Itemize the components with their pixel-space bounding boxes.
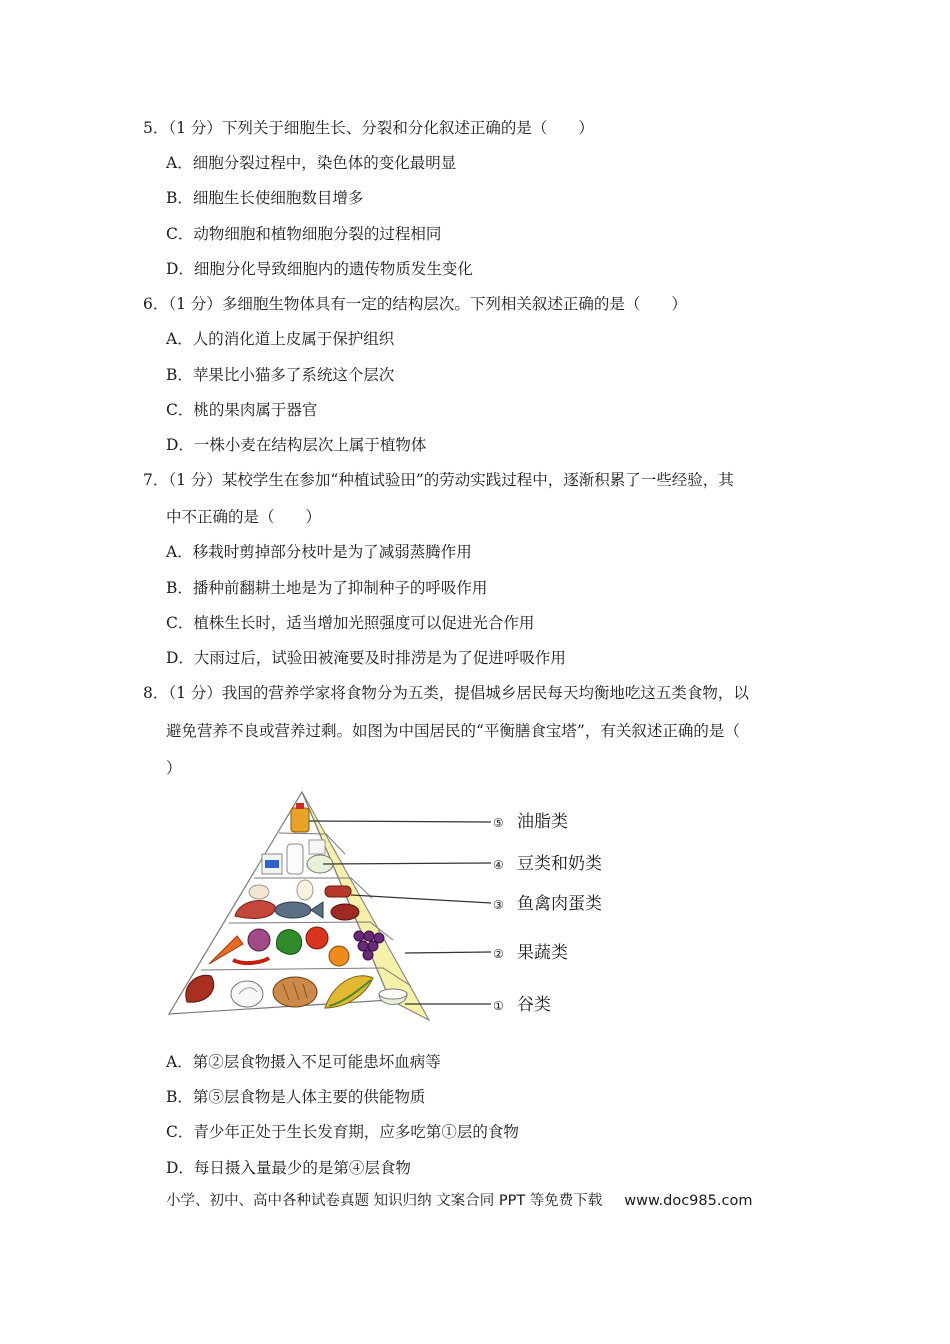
steamed-bun-icon: [231, 981, 263, 1007]
level-4-mark: ④: [493, 858, 504, 872]
bread-icon: [273, 977, 317, 1007]
egg-icon: [297, 880, 313, 900]
level-4-text: 豆类和奶类: [517, 854, 602, 874]
q7-stem-line2: 中不正确的是（ ）: [166, 508, 322, 526]
q5-option-a[interactable]: A．细胞分裂过程中，染色体的变化最明显: [166, 154, 457, 172]
q5-option-b[interactable]: B．细胞生长使细胞数目增多: [166, 189, 364, 207]
q8-option-a[interactable]: A．第②层食物摄入不足可能患坏血病等: [166, 1053, 441, 1071]
q6-option-a[interactable]: A．人的消化道上皮属于保护组织: [166, 330, 395, 348]
footer-text: 小学、初中、高中各种试卷真题 知识归纳 文案合同 PPT 等免费下载: [166, 1193, 603, 1209]
q8-option-d[interactable]: D．每日摄入量最少的是第④层食物: [166, 1159, 411, 1177]
q5-stem: 5．（1 分）下列关于细胞生长、分裂和分化叙述正确的是（ ）: [143, 119, 594, 137]
rice-bowl-icon: [379, 989, 407, 1005]
pepper-icon: [277, 930, 302, 955]
q6-option-b[interactable]: B．苹果比小猫多了系统这个层次: [166, 366, 395, 384]
level-3-mark: ③: [493, 898, 504, 912]
q7-option-a[interactable]: A．移栽时剪掉部分枝叶是为了减弱蒸腾作用: [166, 543, 472, 561]
q5-option-c[interactable]: C．动物细胞和植物细胞分裂的过程相同: [166, 225, 442, 243]
level-4-label: [493, 854, 602, 874]
level-5-mark: ⑤: [493, 816, 504, 830]
q7-option-c[interactable]: C．植株生长时，适当增加光照强度可以促进光合作用: [166, 614, 535, 632]
q8-option-c[interactable]: C．青少年正处于生长发育期，应多吃第①层的食物: [166, 1123, 519, 1141]
level-1-label: [493, 995, 551, 1015]
q6-option-c[interactable]: C．桃的果肉属于器官: [166, 401, 318, 419]
q7-stem-line1: 7．（1 分）某校学生在参加“种植试验田”的劳动实践过程中，逐渐积累了一些经验，其: [143, 471, 734, 489]
q8-stem-line2: 避免营养不良或营养过剩。如图为中国居民的“平衡膳食宝塔”，有关叙述正确的是（: [166, 722, 740, 740]
level-2-label: [493, 943, 568, 963]
level-3-text: 鱼禽肉蛋类: [517, 894, 602, 914]
q6-option-d[interactable]: D．一株小麦在结构层次上属于植物体: [166, 436, 427, 454]
q7-option-b[interactable]: B．播种前翻耕土地是为了抑制种子的呼吸作用: [166, 579, 488, 597]
tomato-icon: [306, 927, 328, 949]
level-5-label: [493, 812, 568, 832]
q8-stem-line3: ）: [166, 759, 182, 777]
level-3-label: [493, 894, 602, 914]
level-5-text: 油脂类: [517, 812, 568, 832]
level-2-text: 果蔬类: [517, 943, 568, 963]
food-pyramid-figure: [165, 788, 625, 1028]
q5-option-d[interactable]: D．细胞分化导致细胞内的遗传物质发生变化: [166, 260, 473, 278]
level-2-mark: ②: [493, 947, 504, 961]
onion-icon: [248, 929, 270, 951]
level-1-mark: ①: [493, 999, 504, 1013]
q8-option-b[interactable]: B．第⑤层食物是人体主要的供能物质: [166, 1088, 426, 1106]
orange-icon: [329, 946, 349, 966]
q6-stem: 6．（1 分）多细胞生物体具有一定的结构层次。下列相关叙述正确的是（ ）: [143, 295, 687, 313]
q8-stem-line1: 8．（1 分）我国的营养学家将食物分为五类，提倡城乡居民每天均衡地吃这五类食物，以: [143, 684, 749, 702]
food-pyramid-svg: [165, 788, 625, 1028]
level-1-text: 谷类: [517, 995, 551, 1015]
q7-option-d[interactable]: D．大雨过后，试验田被淹要及时排涝是为了促进呼吸作用: [166, 649, 566, 667]
page-footer: [166, 1191, 752, 1211]
footer-url-link[interactable]: www.doc985.com: [624, 1193, 753, 1209]
